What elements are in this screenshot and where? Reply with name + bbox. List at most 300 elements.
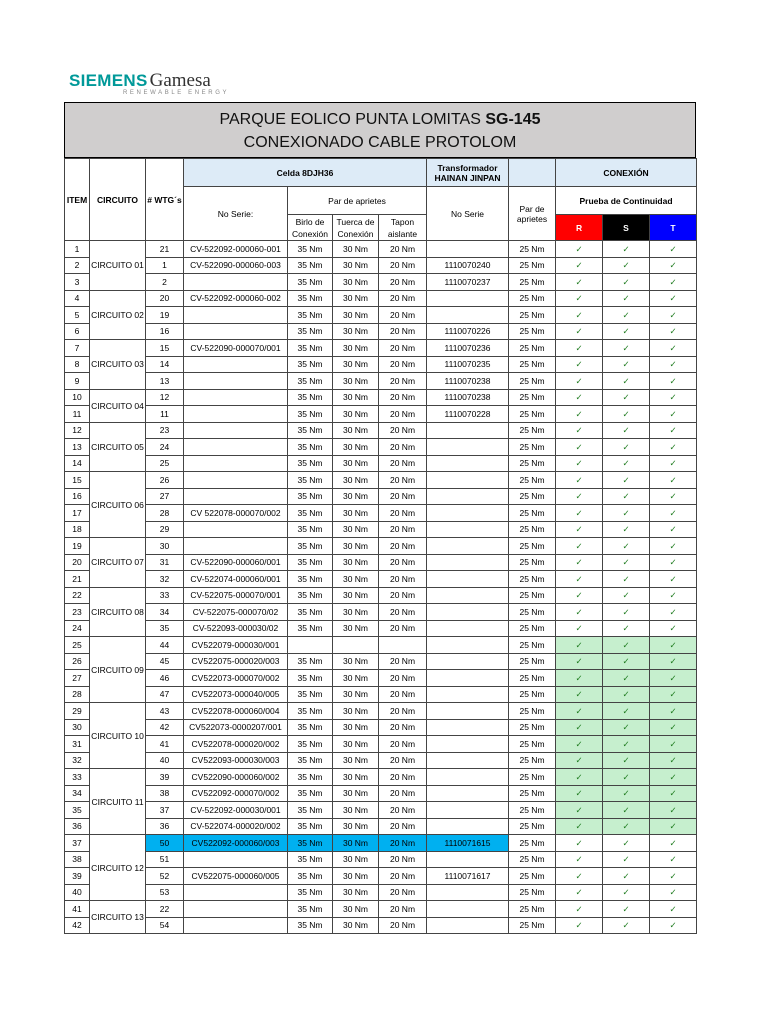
cell-tapon: 20 Nm: [379, 901, 427, 918]
cell-tapon: 20 Nm: [379, 389, 427, 406]
cell-tuerca: 30 Nm: [333, 703, 379, 720]
check-s-icon: ✓: [603, 356, 650, 373]
cell-birlo: 35 Nm: [288, 835, 333, 852]
check-r-icon: ✓: [556, 917, 603, 934]
cell-tuerca: 30 Nm: [333, 389, 379, 406]
cell-wtg: 25: [146, 455, 184, 472]
cell-birlo: 35 Nm: [288, 769, 333, 786]
cell-wtg: 52: [146, 868, 184, 885]
cell-wtg: 41: [146, 736, 184, 753]
cell-par-apriete: 25 Nm: [509, 802, 556, 819]
cell-tapon: 20 Nm: [379, 868, 427, 885]
check-t-icon: ✓: [650, 653, 697, 670]
cell-trafo-serie: [427, 290, 509, 307]
cell-tapon: 20 Nm: [379, 818, 427, 835]
cell-par-apriete: 25 Nm: [509, 406, 556, 423]
cell-tapon: 20 Nm: [379, 472, 427, 489]
cell-par-apriete: 25 Nm: [509, 884, 556, 901]
table-row: [65, 785, 697, 802]
check-s-icon: ✓: [603, 769, 650, 786]
cell-wtg: 31: [146, 554, 184, 571]
cell-celda-serie: [184, 488, 288, 505]
cell-birlo: 35 Nm: [288, 736, 333, 753]
cell-celda-serie: CV-522074-000060/001: [184, 571, 288, 588]
check-s-icon: ✓: [603, 752, 650, 769]
cell-trafo-serie: [427, 818, 509, 835]
cell-item: 17: [65, 505, 90, 522]
cell-par-apriete: 25 Nm: [509, 571, 556, 588]
cell-wtg: 11: [146, 406, 184, 423]
check-r-icon: ✓: [556, 290, 603, 307]
cell-wtg: 2: [146, 274, 184, 291]
check-t-icon: ✓: [650, 356, 697, 373]
cell-tapon: 20 Nm: [379, 835, 427, 852]
check-s-icon: ✓: [603, 455, 650, 472]
check-t-icon: ✓: [650, 406, 697, 423]
table-row: [65, 835, 697, 852]
cell-item: 33: [65, 769, 90, 786]
cell-wtg: 40: [146, 752, 184, 769]
cell-par-apriete: 25 Nm: [509, 488, 556, 505]
cell-tuerca: 30 Nm: [333, 686, 379, 703]
cell-birlo: 35 Nm: [288, 818, 333, 835]
cell-tapon: 20 Nm: [379, 802, 427, 819]
check-s-icon: ✓: [603, 884, 650, 901]
check-s-icon: ✓: [603, 736, 650, 753]
check-t-icon: ✓: [650, 521, 697, 538]
table-row: [65, 290, 697, 307]
cell-item: 39: [65, 868, 90, 885]
header-phase-r: R: [556, 215, 603, 241]
cell-circuito: CIRCUITO 01: [90, 241, 146, 291]
check-s-icon: ✓: [603, 521, 650, 538]
check-t-icon: ✓: [650, 851, 697, 868]
cell-birlo: 35 Nm: [288, 257, 333, 274]
cell-celda-serie: CV 522078-000070/002: [184, 505, 288, 522]
table-row: [65, 703, 697, 720]
check-t-icon: ✓: [650, 241, 697, 258]
cell-trafo-serie: 1110070226: [427, 323, 509, 340]
check-s-icon: ✓: [603, 538, 650, 555]
cell-birlo: 35 Nm: [288, 703, 333, 720]
header-item: ITEM: [65, 159, 90, 241]
cell-item: 31: [65, 736, 90, 753]
cell-celda-serie: CV522075-000060/005: [184, 868, 288, 885]
cell-tapon: 20 Nm: [379, 620, 427, 637]
cell-wtg: 15: [146, 340, 184, 357]
cell-trafo-serie: 1110071617: [427, 868, 509, 885]
cell-wtg: 19: [146, 307, 184, 324]
cell-trafo-serie: [427, 604, 509, 621]
cell-wtg: 14: [146, 356, 184, 373]
check-r-icon: ✓: [556, 274, 603, 291]
check-r-icon: ✓: [556, 719, 603, 736]
cell-tapon: 20 Nm: [379, 587, 427, 604]
check-s-icon: ✓: [603, 802, 650, 819]
check-s-icon: ✓: [603, 422, 650, 439]
cell-tuerca: 30 Nm: [333, 290, 379, 307]
cell-wtg: 22: [146, 901, 184, 918]
cell-par-apriete: 25 Nm: [509, 373, 556, 390]
cell-wtg: 32: [146, 571, 184, 588]
header-phase-s: S: [603, 215, 650, 241]
cell-celda-serie: CV-522074-000020/002: [184, 818, 288, 835]
document-title: [64, 102, 696, 158]
check-r-icon: ✓: [556, 653, 603, 670]
cell-item: 2: [65, 257, 90, 274]
cell-birlo: 35 Nm: [288, 719, 333, 736]
cell-par-apriete: 25 Nm: [509, 637, 556, 654]
table-row: [65, 241, 697, 258]
check-t-icon: ✓: [650, 538, 697, 555]
cell-par-apriete: 25 Nm: [509, 356, 556, 373]
cell-wtg: 1: [146, 257, 184, 274]
cell-item: 24: [65, 620, 90, 637]
cell-celda-serie: CV522093-000030/003: [184, 752, 288, 769]
check-s-icon: ✓: [603, 389, 650, 406]
header-tuerca: Tuerca de Conexión: [333, 215, 379, 241]
table-row: [65, 439, 697, 456]
cell-celda-serie: [184, 521, 288, 538]
cell-birlo: 35 Nm: [288, 620, 333, 637]
table-row: [65, 356, 697, 373]
cell-tuerca: 30 Nm: [333, 422, 379, 439]
check-t-icon: ✓: [650, 703, 697, 720]
cell-birlo: 35 Nm: [288, 554, 333, 571]
check-t-icon: ✓: [650, 290, 697, 307]
cell-wtg: 13: [146, 373, 184, 390]
cell-birlo: 35 Nm: [288, 802, 333, 819]
cell-wtg: 28: [146, 505, 184, 522]
cell-tuerca: 30 Nm: [333, 323, 379, 340]
cell-birlo: 35 Nm: [288, 752, 333, 769]
cell-birlo: 35 Nm: [288, 488, 333, 505]
check-r-icon: ✓: [556, 356, 603, 373]
cell-trafo-serie: [427, 241, 509, 258]
cell-tuerca: 30 Nm: [333, 670, 379, 687]
cell-tapon: 20 Nm: [379, 538, 427, 555]
check-s-icon: ✓: [603, 307, 650, 324]
cell-item: 29: [65, 703, 90, 720]
cell-tapon: 20 Nm: [379, 785, 427, 802]
cell-celda-serie: [184, 538, 288, 555]
cell-item: 9: [65, 373, 90, 390]
cell-item: 5: [65, 307, 90, 324]
cell-item: 25: [65, 637, 90, 654]
cell-tuerca: 30 Nm: [333, 241, 379, 258]
cell-birlo: 35 Nm: [288, 851, 333, 868]
check-r-icon: ✓: [556, 554, 603, 571]
cell-celda-serie: [184, 389, 288, 406]
cell-par-apriete: 25 Nm: [509, 472, 556, 489]
check-s-icon: ✓: [603, 637, 650, 654]
table-row: [65, 802, 697, 819]
cell-item: 18: [65, 521, 90, 538]
cell-celda-serie: [184, 274, 288, 291]
company-logo: [69, 72, 229, 96]
cell-item: 30: [65, 719, 90, 736]
cell-tapon: 20 Nm: [379, 406, 427, 423]
cell-tuerca: 30 Nm: [333, 472, 379, 489]
cell-tuerca: 30 Nm: [333, 818, 379, 835]
check-t-icon: ✓: [650, 802, 697, 819]
cell-tapon: 20 Nm: [379, 851, 427, 868]
cell-par-apriete: 25 Nm: [509, 290, 556, 307]
cell-celda-serie: CV522073-000040/005: [184, 686, 288, 703]
check-r-icon: ✓: [556, 818, 603, 835]
cell-celda-serie: [184, 472, 288, 489]
cell-item: 16: [65, 488, 90, 505]
table-row: [65, 868, 697, 885]
cell-par-apriete: 25 Nm: [509, 422, 556, 439]
cell-tapon: 20 Nm: [379, 422, 427, 439]
check-t-icon: ✓: [650, 686, 697, 703]
cell-celda-serie: [184, 356, 288, 373]
check-r-icon: ✓: [556, 538, 603, 555]
cell-tapon: 20 Nm: [379, 274, 427, 291]
cell-tuerca: 30 Nm: [333, 257, 379, 274]
cell-wtg: 12: [146, 389, 184, 406]
cell-tuerca: 30 Nm: [333, 620, 379, 637]
cell-circuito: CIRCUITO 02: [90, 290, 146, 340]
table-row: [65, 538, 697, 555]
cell-par-apriete: 25 Nm: [509, 554, 556, 571]
cell-par-apriete: 25 Nm: [509, 653, 556, 670]
check-s-icon: ✓: [603, 851, 650, 868]
cell-tuerca: 30 Nm: [333, 455, 379, 472]
cell-trafo-serie: [427, 488, 509, 505]
cell-par-apriete: 25 Nm: [509, 686, 556, 703]
cell-tapon: 20 Nm: [379, 488, 427, 505]
cell-trafo-serie: 1110070228: [427, 406, 509, 423]
check-s-icon: ✓: [603, 835, 650, 852]
cell-birlo: 35 Nm: [288, 571, 333, 588]
cell-item: 38: [65, 851, 90, 868]
check-s-icon: ✓: [603, 274, 650, 291]
cell-birlo: 35 Nm: [288, 686, 333, 703]
header-phase-t: T: [650, 215, 697, 241]
check-r-icon: ✓: [556, 505, 603, 522]
check-t-icon: ✓: [650, 901, 697, 918]
cell-par-apriete: 25 Nm: [509, 620, 556, 637]
cell-item: 3: [65, 274, 90, 291]
cell-wtg: 16: [146, 323, 184, 340]
check-s-icon: ✓: [603, 406, 650, 423]
cell-tapon: 20 Nm: [379, 307, 427, 324]
cell-trafo-serie: [427, 719, 509, 736]
table-row: [65, 488, 697, 505]
cell-item: 42: [65, 917, 90, 934]
check-t-icon: ✓: [650, 455, 697, 472]
check-r-icon: ✓: [556, 785, 603, 802]
cell-item: 10: [65, 389, 90, 406]
check-t-icon: ✓: [650, 307, 697, 324]
cell-tapon: 20 Nm: [379, 554, 427, 571]
check-t-icon: ✓: [650, 274, 697, 291]
table-row: [65, 901, 697, 918]
check-r-icon: ✓: [556, 323, 603, 340]
cell-tapon: 20 Nm: [379, 686, 427, 703]
check-t-icon: ✓: [650, 340, 697, 357]
cell-tapon: 20 Nm: [379, 241, 427, 258]
cell-birlo: 35 Nm: [288, 340, 333, 357]
cell-trafo-serie: [427, 455, 509, 472]
cell-par-apriete: 25 Nm: [509, 818, 556, 835]
cell-par-apriete: 25 Nm: [509, 835, 556, 852]
check-r-icon: ✓: [556, 686, 603, 703]
table-row: [65, 455, 697, 472]
cell-trafo-serie: 1110071615: [427, 835, 509, 852]
check-t-icon: ✓: [650, 917, 697, 934]
cell-trafo-serie: 1110070240: [427, 257, 509, 274]
title-line-2: CONEXIONADO CABLE PROTOLOM: [243, 134, 517, 151]
cell-birlo: 35 Nm: [288, 290, 333, 307]
cell-trafo-serie: [427, 472, 509, 489]
cell-tuerca: 30 Nm: [333, 274, 379, 291]
cell-wtg: 24: [146, 439, 184, 456]
check-t-icon: ✓: [650, 736, 697, 753]
cell-tapon: 20 Nm: [379, 604, 427, 621]
check-t-icon: ✓: [650, 670, 697, 687]
table-row: [65, 686, 697, 703]
cell-birlo: 35 Nm: [288, 901, 333, 918]
cell-tapon: 20 Nm: [379, 917, 427, 934]
header-wtg: # WTG´s: [146, 159, 184, 241]
cell-birlo: 35 Nm: [288, 868, 333, 885]
cell-celda-serie: [184, 884, 288, 901]
cell-par-apriete: 25 Nm: [509, 752, 556, 769]
cell-tapon: 20 Nm: [379, 323, 427, 340]
check-r-icon: ✓: [556, 472, 603, 489]
cell-trafo-serie: [427, 422, 509, 439]
check-r-icon: ✓: [556, 736, 603, 753]
check-r-icon: ✓: [556, 455, 603, 472]
table-row: [65, 604, 697, 621]
cell-tapon: 20 Nm: [379, 257, 427, 274]
table-row: [65, 620, 697, 637]
cell-birlo: 35 Nm: [288, 373, 333, 390]
cell-wtg: 26: [146, 472, 184, 489]
cell-celda-serie: CV-522093-000030/02: [184, 620, 288, 637]
cell-par-apriete: 25 Nm: [509, 736, 556, 753]
cell-wtg: 45: [146, 653, 184, 670]
cell-tuerca: 30 Nm: [333, 356, 379, 373]
cell-tapon: 20 Nm: [379, 571, 427, 588]
cell-par-apriete: 25 Nm: [509, 257, 556, 274]
cell-item: 6: [65, 323, 90, 340]
cell-par-apriete: 25 Nm: [509, 719, 556, 736]
cell-tapon: 20 Nm: [379, 290, 427, 307]
cell-item: 36: [65, 818, 90, 835]
cell-trafo-serie: 1110070235: [427, 356, 509, 373]
check-r-icon: ✓: [556, 307, 603, 324]
cell-trafo-serie: [427, 521, 509, 538]
check-s-icon: ✓: [603, 653, 650, 670]
cell-wtg: 53: [146, 884, 184, 901]
check-s-icon: ✓: [603, 670, 650, 687]
cell-tapon: 20 Nm: [379, 455, 427, 472]
check-r-icon: ✓: [556, 637, 603, 654]
check-s-icon: ✓: [603, 340, 650, 357]
cell-trafo-serie: [427, 637, 509, 654]
check-s-icon: ✓: [603, 785, 650, 802]
cell-tuerca: 30 Nm: [333, 439, 379, 456]
cell-celda-serie: [184, 307, 288, 324]
table-row: [65, 637, 697, 654]
check-s-icon: ✓: [603, 620, 650, 637]
check-r-icon: ✓: [556, 521, 603, 538]
cell-trafo-serie: [427, 571, 509, 588]
cell-item: 8: [65, 356, 90, 373]
cell-birlo: 35 Nm: [288, 389, 333, 406]
cell-celda-serie: [184, 455, 288, 472]
table-row: [65, 307, 697, 324]
cell-circuito: CIRCUITO 11: [90, 769, 146, 835]
check-r-icon: ✓: [556, 488, 603, 505]
check-s-icon: ✓: [603, 554, 650, 571]
cell-tuerca: 30 Nm: [333, 653, 379, 670]
cell-tuerca: 30 Nm: [333, 521, 379, 538]
cell-tuerca: 30 Nm: [333, 587, 379, 604]
header-no-serie-trafo: No Serie: [427, 187, 509, 241]
cell-birlo: 35 Nm: [288, 422, 333, 439]
table-row: [65, 736, 697, 753]
table-row: [65, 851, 697, 868]
cell-circuito: CIRCUITO 12: [90, 835, 146, 901]
cell-tuerca: 30 Nm: [333, 769, 379, 786]
cell-celda-serie: [184, 917, 288, 934]
table-body: [65, 241, 697, 934]
cell-celda-serie: CV-522075-000070/001: [184, 587, 288, 604]
table-row: [65, 769, 697, 786]
table-row: [65, 653, 697, 670]
table-row: [65, 818, 697, 835]
cell-item: 7: [65, 340, 90, 357]
cell-circuito: CIRCUITO 03: [90, 340, 146, 390]
check-t-icon: ✓: [650, 488, 697, 505]
check-r-icon: ✓: [556, 571, 603, 588]
cell-trafo-serie: [427, 703, 509, 720]
cell-trafo-serie: [427, 851, 509, 868]
table-row: [65, 505, 697, 522]
cell-trafo-serie: 1110070238: [427, 373, 509, 390]
cell-tuerca: 30 Nm: [333, 571, 379, 588]
table-row: [65, 554, 697, 571]
cell-tuerca: 30 Nm: [333, 736, 379, 753]
cell-trafo-serie: [427, 505, 509, 522]
connection-table: [64, 158, 697, 934]
table-row: [65, 752, 697, 769]
cell-par-apriete: 25 Nm: [509, 901, 556, 918]
title-model: SG-145: [485, 111, 541, 128]
cell-tapon: 20 Nm: [379, 439, 427, 456]
check-r-icon: ✓: [556, 406, 603, 423]
check-s-icon: ✓: [603, 587, 650, 604]
cell-tuerca: 30 Nm: [333, 917, 379, 934]
check-r-icon: ✓: [556, 340, 603, 357]
cell-tuerca: 30 Nm: [333, 505, 379, 522]
cell-par-apriete: 25 Nm: [509, 455, 556, 472]
check-s-icon: ✓: [603, 868, 650, 885]
cell-item: 35: [65, 802, 90, 819]
cell-birlo: 35 Nm: [288, 274, 333, 291]
check-t-icon: ✓: [650, 373, 697, 390]
header-prueba: Prueba de Continuidad: [556, 187, 697, 215]
cell-tuerca: 30 Nm: [333, 851, 379, 868]
title-main: PARQUE EOLICO PUNTA LOMITAS: [219, 111, 486, 128]
cell-celda-serie: [184, 422, 288, 439]
cell-wtg: 29: [146, 521, 184, 538]
